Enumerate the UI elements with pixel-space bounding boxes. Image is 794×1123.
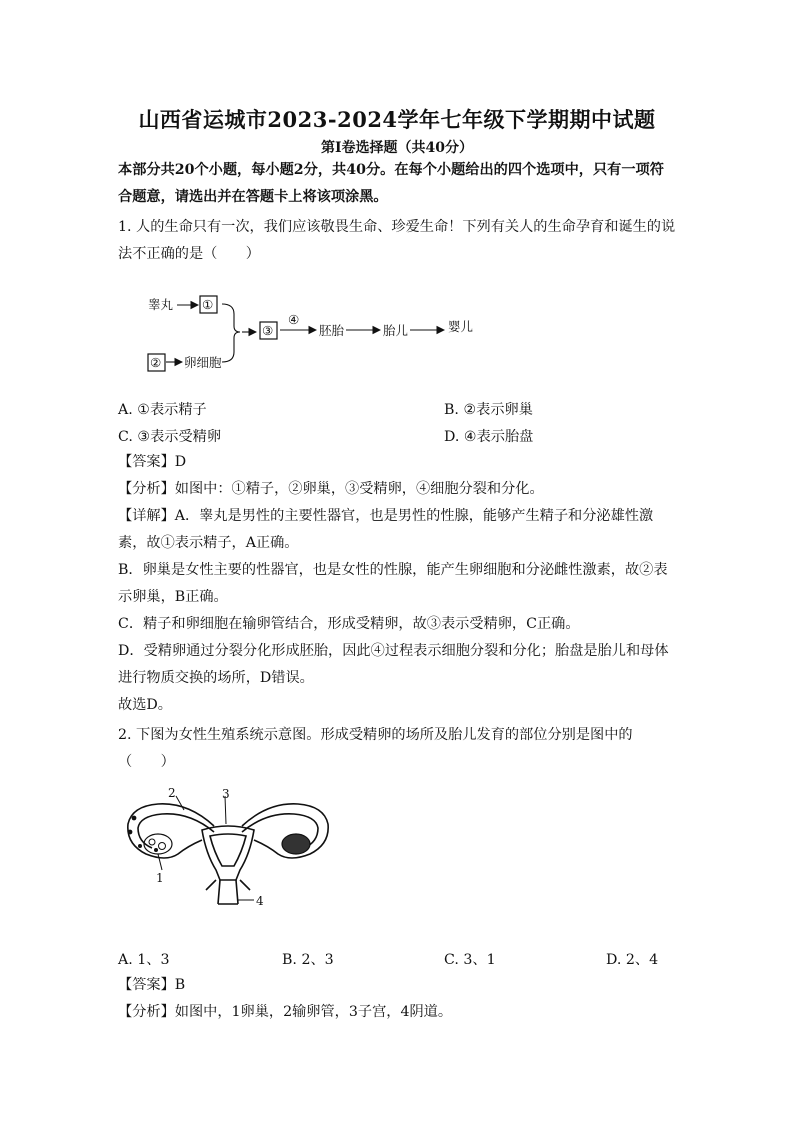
- q2-option-b: B. 2、3: [282, 952, 334, 968]
- label-2: 2: [168, 786, 176, 800]
- q2-analysis: 【分析】如图中，1卵巢，2输卵管，3子宫，4阴道。: [118, 1004, 453, 1020]
- q1-option-b: B. ②表示卵巢: [444, 402, 533, 418]
- section-title: 第Ⅰ卷选择题（共40分）: [320, 140, 474, 156]
- q2-stem: 2. 下图为女性生殖系统示意图。形成受精卵的场所及胎儿发育的部位分别是图中的 （ ）: [118, 727, 633, 770]
- q1-stem: 1. 人的生命只有一次，我们应该敬畏生命、珍爱生命！下列有关人的生命孕育和诞生的说 法不正确的是（ ）: [118, 219, 676, 262]
- q1-option-a: A. ①表示精子: [118, 402, 207, 418]
- q1-answer: 【答案】D: [118, 454, 187, 470]
- female-reproductive-system-diagram: [118, 784, 338, 914]
- q2-option-a: A. 1、3: [118, 952, 170, 968]
- q2-option-d: D. 2、4: [606, 952, 659, 968]
- page-title: 山西省运城市2023-2024学年七年级下学期期中试题: [138, 107, 656, 132]
- brace: [222, 304, 240, 362]
- q1-analysis: 【分析】如图中：①精子，②卵巢，③受精卵，④细胞分裂和分化。: [118, 481, 544, 497]
- q1-detail: 【详解】A．睾丸是男性的主要性器官，也是男性的性腺，能够产生精子和分泌雄性激 素，故①表示精子，A正确。 B．卵巢是女性主要的性器官，也是女性的性腺，能产生卵细胞和分泌雌性激素，故②表 示卵巢，B正确。 C．精子和卵细胞在输卵管结合，形成受精卵，故③表示受精卵，C正确。 D．受精卵通过分裂分化形成胚胎，因此④过程表示细胞分裂和分化；胎盘是胎儿和母体 进行物质交换的场所，D错误。 故选D。: [118, 508, 669, 713]
- label-n4: ④: [288, 312, 300, 327]
- label-testis: 睾丸: [148, 297, 174, 312]
- instructions: 本部分共20个小题，每小题2分，共40分。在每个小题给出的四个选项中，只有一项符 合题意，请选出并在答题卡上将该项涂黑。: [118, 162, 664, 205]
- label-3: 3: [222, 787, 230, 801]
- label-embryo: 胚胎: [319, 323, 345, 338]
- q1-option-d: D. ④表示胎盘: [444, 429, 534, 445]
- label-n3: ③: [262, 323, 274, 338]
- label-fetus: 胎儿: [383, 323, 409, 338]
- q2-answer: 【答案】B: [118, 977, 186, 993]
- label-4: 4: [256, 894, 264, 908]
- label-n2: ②: [150, 355, 162, 370]
- q1-option-c: C. ③表示受精卵: [118, 429, 222, 445]
- label-egg-cell: 卵细胞: [184, 355, 222, 370]
- q1-flow-diagram: [140, 290, 500, 380]
- label-n1: ①: [202, 297, 214, 312]
- label-baby: 婴儿: [448, 319, 474, 334]
- q2-option-c: C. 3、1: [444, 952, 496, 968]
- label-1: 1: [156, 871, 164, 885]
